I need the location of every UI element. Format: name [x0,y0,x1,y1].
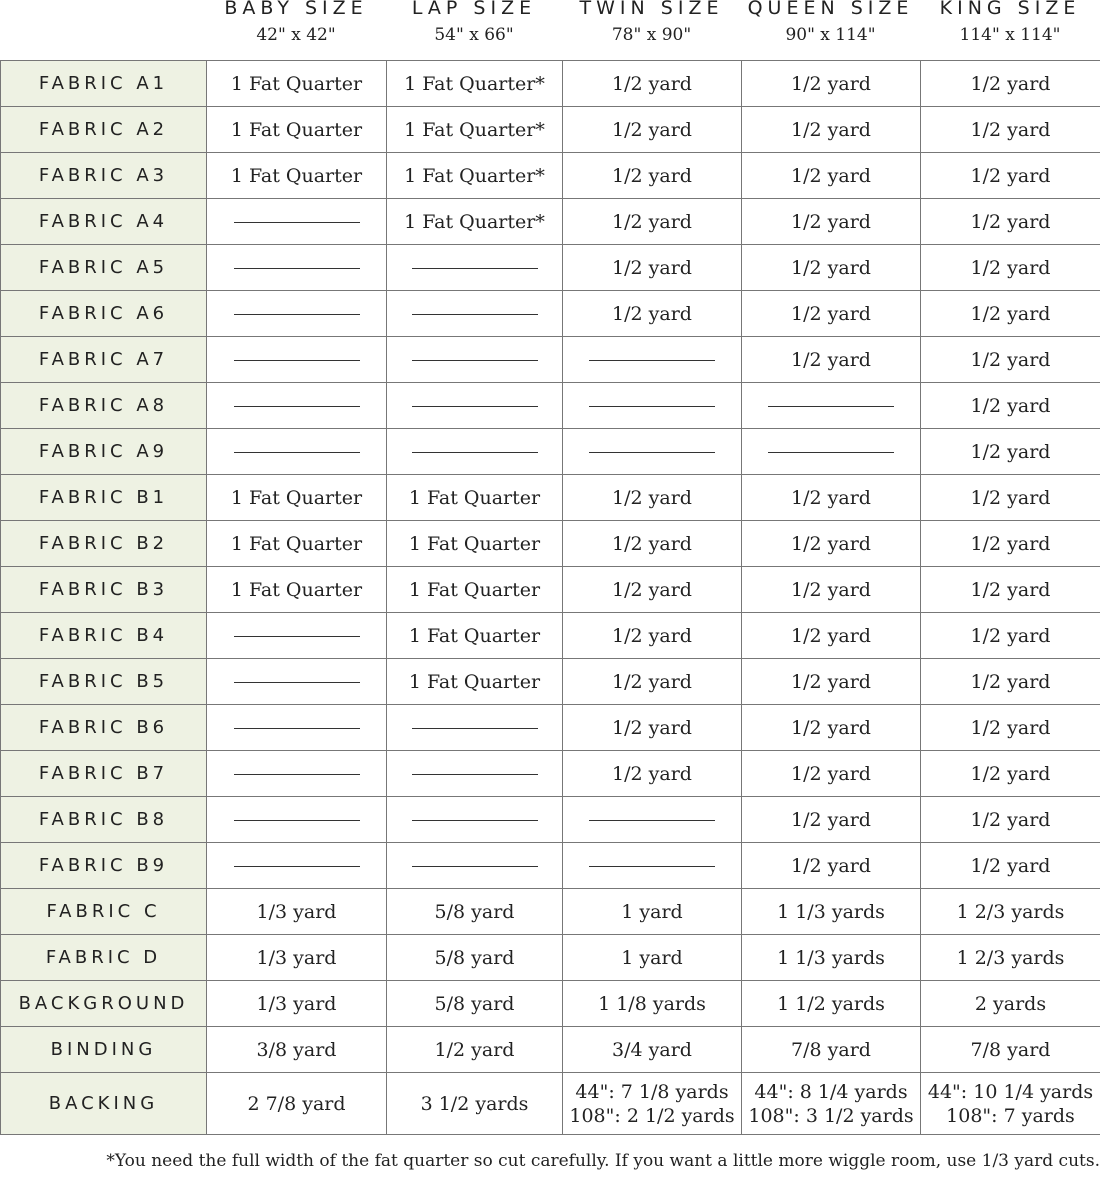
table-cell: 1/2 yard [742,291,921,337]
table-cell: 5/8 yard [387,889,563,935]
table-cell: 1 Fat Quarter [387,521,563,567]
not-needed-line [412,728,538,729]
table-cell [387,751,563,797]
table-cell: 5/8 yard [387,981,563,1027]
table-cell: 1 2/3 yards [921,889,1100,935]
not-needed-line [234,682,360,683]
table-cell: 1/2 yard [742,199,921,245]
not-needed-line [234,268,360,269]
not-needed-line [412,268,538,269]
table-cell: 1/3 yard [207,981,387,1027]
size-dims: 90" x 114" [785,25,876,45]
size-name: QUEEN SIZE [747,0,914,19]
table-row [1,61,1100,107]
table-cell: 1 Fat Quarter [387,567,563,613]
size-name: KING SIZE [939,0,1081,19]
table-row [1,291,1100,337]
table-cell: 1 1/3 yards [742,935,921,981]
table-cell [207,337,387,383]
size-dims: 78" x 90" [611,25,692,45]
row-label: FABRIC A6 [1,291,207,337]
table-cell [563,843,742,889]
cell-line: 108": 7 yards [946,1104,1075,1127]
table-cell: 1 2/3 yards [921,935,1100,981]
table-cell: 1/2 yard [742,843,921,889]
not-needed-line [234,360,360,361]
table-cell [387,291,563,337]
table-cell: 1 1/2 yards [742,981,921,1027]
size-dims: 114" x 114" [959,25,1061,45]
table-cell: 1/2 yard [921,475,1100,521]
table-cell: 1/2 yard [921,199,1100,245]
table-cell: 3 1/2 yards [387,1073,563,1135]
table-row [1,107,1100,153]
table-row [1,935,1100,981]
table-cell: 1/2 yard [563,61,742,107]
not-needed-line [589,360,715,361]
row-label: FABRIC B7 [1,751,207,797]
row-label: FABRIC A2 [1,107,207,153]
table-cell: 1/2 yard [921,291,1100,337]
not-needed-line [589,452,715,453]
cell-line: 108": 2 1/2 yards [569,1104,735,1127]
cell-line: 108": 3 1/2 yards [748,1104,914,1127]
header-lap [386,0,562,46]
table-row [1,199,1100,245]
table-row [1,383,1100,429]
not-needed-line [234,728,360,729]
table-cell: 1 Fat Quarter [207,107,387,153]
table-cell [563,429,742,475]
table-cell: 5/8 yard [387,935,563,981]
table-cell: 1/2 yard [563,659,742,705]
row-label: FABRIC B6 [1,705,207,751]
table-cell: 1/2 yard [742,61,921,107]
row-label: FABRIC C [1,889,207,935]
table-cell: 1/2 yard [742,475,921,521]
table-cell [207,613,387,659]
header-king [920,0,1100,46]
not-needed-line [412,820,538,821]
table-cell: 1 Fat Quarter* [387,61,563,107]
not-needed-line [412,360,538,361]
table-cell: 1/2 yard [742,521,921,567]
not-needed-line [234,774,360,775]
table-cell [387,383,563,429]
table-cell: 1/2 yard [921,337,1100,383]
table-cell: 7/8 yard [742,1027,921,1073]
table-cell: 1 Fat Quarter [207,567,387,613]
table-cell [207,659,387,705]
table-row [1,751,1100,797]
cell-line: 44": 8 1/4 yards [754,1080,908,1103]
table-cell: 1 Fat Quarter [207,153,387,199]
table-cell: 7/8 yard [921,1027,1100,1073]
table-cell: 1/2 yard [921,659,1100,705]
table-row [1,613,1100,659]
table-cell [387,705,563,751]
row-label: FABRIC A1 [1,61,207,107]
table-cell: 1/2 yard [742,659,921,705]
table-cell: 1/2 yard [563,199,742,245]
table-cell: 1/2 yard [563,475,742,521]
table-body [1,61,1100,1135]
fabric-requirements-table [0,60,1100,1135]
row-label: FABRIC B4 [1,613,207,659]
not-needed-line [234,406,360,407]
header-queen [741,0,920,46]
row-label: BACKGROUND [1,981,207,1027]
table-cell: 3/4 yard [563,1027,742,1073]
size-header [0,0,1100,60]
not-needed-line [768,452,894,453]
row-label: FABRIC A7 [1,337,207,383]
table-row [1,429,1100,475]
table-cell: 1 Fat Quarter [207,61,387,107]
row-label: FABRIC B1 [1,475,207,521]
table-row [1,337,1100,383]
table-cell: 1/2 yard [921,797,1100,843]
table-row [1,981,1100,1027]
table-cell [207,245,387,291]
table-cell [387,797,563,843]
header-twin [562,0,741,46]
not-needed-line [768,406,894,407]
table-cell: 1/2 yard [921,751,1100,797]
table-cell: 1 Fat Quarter* [387,199,563,245]
table-cell: 2 yards [921,981,1100,1027]
table-cell [207,291,387,337]
table-cell: 1/2 yard [742,245,921,291]
header-baby [206,0,386,46]
footnote: *You need the full width of the fat quarter so cut carefully. If you want a little more wiggle room, use 1/3 yard cuts. [106,1151,1100,1171]
size-name: BABY SIZE [224,0,368,19]
table-cell: 1/2 yard [921,245,1100,291]
size-dims: 42" x 42" [256,25,336,45]
table-cell: 1/2 yard [921,61,1100,107]
table-cell: 1/2 yard [921,613,1100,659]
table-cell: 1/2 yard [563,107,742,153]
not-needed-line [589,866,715,867]
table-cell: 1 Fat Quarter [207,521,387,567]
table-cell: 1 1/3 yards [742,889,921,935]
row-label: FABRIC A5 [1,245,207,291]
table-cell: 1/2 yard [921,843,1100,889]
table-cell: 1/2 yard [563,245,742,291]
table-row [1,153,1100,199]
table-cell [563,1073,742,1135]
table-row [1,1027,1100,1073]
table-cell: 1/2 yard [742,107,921,153]
table-cell: 1/2 yard [563,291,742,337]
table-cell [742,1073,921,1135]
size-name: LAP SIZE [411,0,537,19]
table-row [1,659,1100,705]
table-cell: 3/8 yard [207,1027,387,1073]
table-cell: 1 Fat Quarter* [387,107,563,153]
not-needed-line [234,452,360,453]
row-label: FABRIC D [1,935,207,981]
table-cell [387,337,563,383]
table-cell [742,383,921,429]
row-label: FABRIC A8 [1,383,207,429]
table-cell [921,1073,1100,1135]
table-cell: 1/2 yard [742,751,921,797]
size-dims: 54" x 66" [434,25,514,45]
table-cell [207,383,387,429]
table-cell: 1 yard [563,935,742,981]
table-cell: 1/2 yard [563,521,742,567]
table-cell: 1/3 yard [207,889,387,935]
table-row [1,567,1100,613]
table-cell: 1/2 yard [921,107,1100,153]
not-needed-line [412,452,538,453]
table-cell [207,843,387,889]
row-label: BINDING [1,1027,207,1073]
row-label: FABRIC B8 [1,797,207,843]
table-cell: 1/2 yard [921,429,1100,475]
size-name: TWIN SIZE [579,0,724,19]
row-label: FABRIC B5 [1,659,207,705]
table-cell: 1 Fat Quarter [387,475,563,521]
table-cell: 2 7/8 yard [207,1073,387,1135]
table-cell: 1 1/8 yards [563,981,742,1027]
not-needed-line [234,866,360,867]
table-cell [387,843,563,889]
table-cell [207,705,387,751]
table-cell [207,797,387,843]
table-cell: 1/2 yard [921,153,1100,199]
table-cell: 1/2 yard [742,613,921,659]
not-needed-line [412,406,538,407]
table-row [1,705,1100,751]
table-cell: 1/2 yard [921,705,1100,751]
table-cell: 1 Fat Quarter [387,613,563,659]
table-cell: 1/2 yard [563,613,742,659]
table-cell: 1/2 yard [563,567,742,613]
table-row [1,843,1100,889]
table-cell: 1 Fat Quarter [207,475,387,521]
table-row [1,797,1100,843]
table-cell: 1/2 yard [742,153,921,199]
table-cell [207,199,387,245]
not-needed-line [412,866,538,867]
table-row [1,475,1100,521]
table-cell: 1/2 yard [563,705,742,751]
table-cell [387,429,563,475]
table-cell: 1/2 yard [921,567,1100,613]
row-label: BACKING [1,1073,207,1135]
table-cell [387,245,563,291]
table-row [1,1073,1100,1135]
table-cell [563,383,742,429]
not-needed-line [234,820,360,821]
table-cell: 1/2 yard [387,1027,563,1073]
not-needed-line [234,636,360,637]
table-cell: 1/2 yard [921,383,1100,429]
not-needed-line [234,314,360,315]
cell-line: 44": 10 1/4 yards [927,1080,1094,1103]
row-label: FABRIC A4 [1,199,207,245]
row-label: FABRIC B3 [1,567,207,613]
row-label: FABRIC A9 [1,429,207,475]
table-cell [563,337,742,383]
cell-line: 44": 7 1/8 yards [575,1080,729,1103]
table-cell: 1/2 yard [921,521,1100,567]
table-row [1,245,1100,291]
not-needed-line [412,774,538,775]
row-label: FABRIC B2 [1,521,207,567]
not-needed-line [234,222,360,223]
not-needed-line [412,314,538,315]
table-cell: 1/2 yard [563,751,742,797]
table-cell [563,797,742,843]
table-cell [207,751,387,797]
row-label: FABRIC B9 [1,843,207,889]
table-row [1,889,1100,935]
table-cell: 1/2 yard [742,705,921,751]
table-cell: 1/2 yard [563,153,742,199]
not-needed-line [589,820,715,821]
table-cell: 1/2 yard [742,567,921,613]
table-cell: 1/3 yard [207,935,387,981]
table-cell: 1/2 yard [742,797,921,843]
row-label: FABRIC A3 [1,153,207,199]
table-cell [742,429,921,475]
table-row [1,521,1100,567]
table-cell: 1 yard [563,889,742,935]
table-cell: 1 Fat Quarter [387,659,563,705]
not-needed-line [589,406,715,407]
table-cell [207,429,387,475]
table-cell: 1/2 yard [742,337,921,383]
table-cell: 1 Fat Quarter* [387,153,563,199]
